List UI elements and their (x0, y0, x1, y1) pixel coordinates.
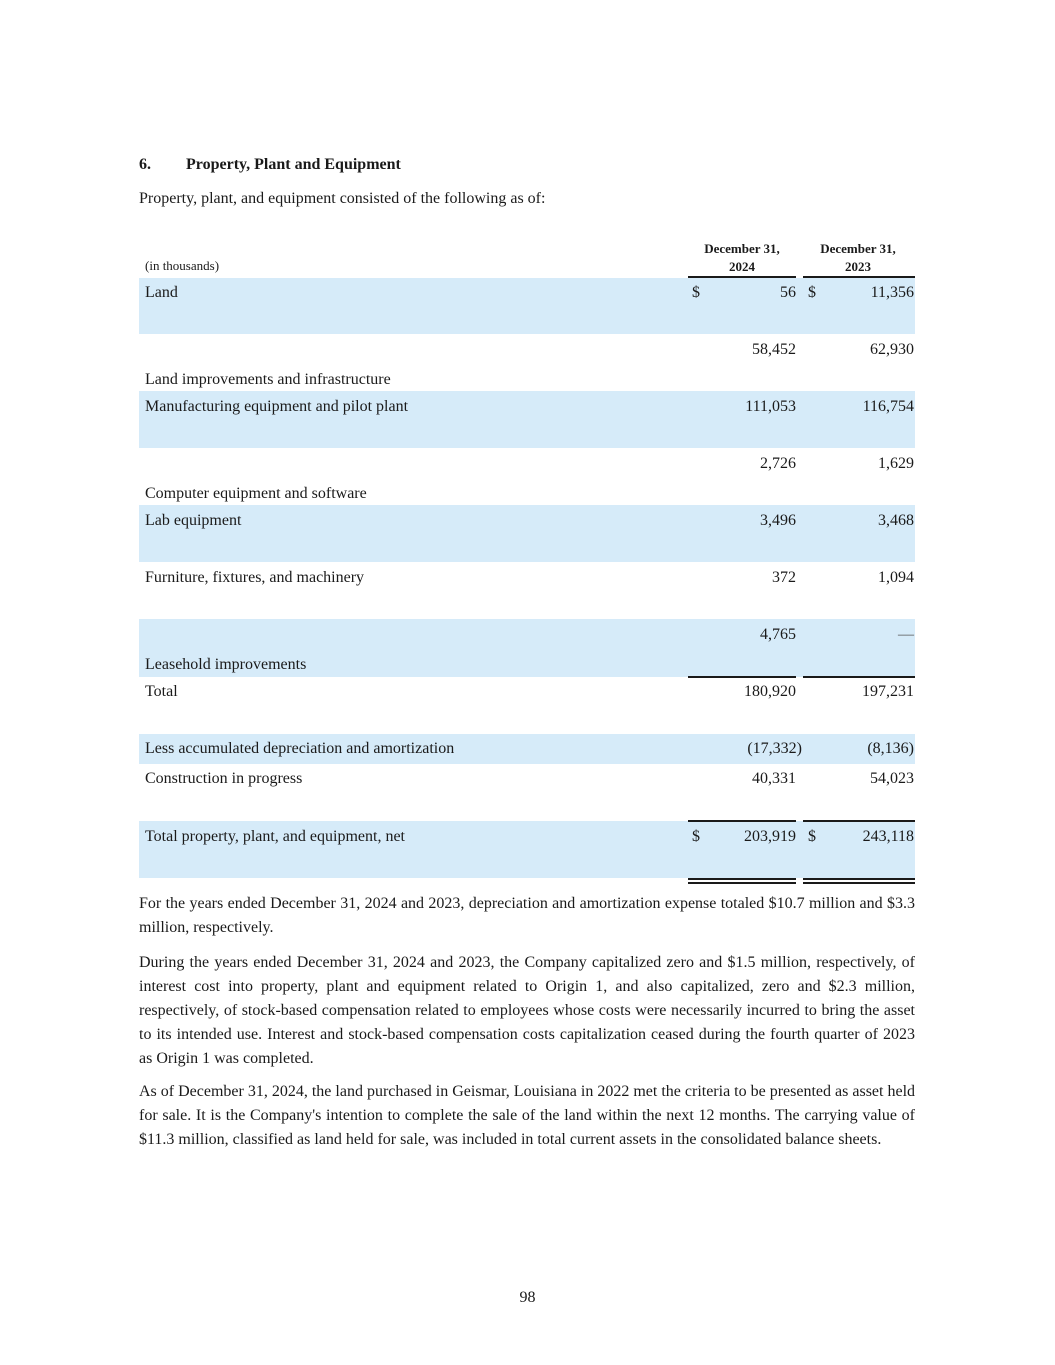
row-label: Leasehold improvements (145, 656, 307, 673)
value-2024: 2,726 (760, 455, 796, 472)
section-intro: Property, plant, and equipment consisted of the following as of: (139, 190, 546, 207)
value-2024: 58,452 (752, 341, 796, 358)
double-rule-2023-top (803, 878, 915, 880)
column-header-2023 (804, 240, 912, 276)
subtotal-rule-2024 (688, 676, 796, 678)
value-2024: 40,331 (752, 770, 796, 787)
row-label: Land (145, 284, 178, 301)
value-2024: 4,765 (760, 626, 796, 643)
column-header-2024 (688, 240, 796, 276)
value-2024: 203,919 (744, 828, 796, 845)
value-2024: 3,496 (760, 512, 796, 529)
column-header-2024-line2: 2024 (729, 259, 755, 274)
page-number: 98 (519, 1289, 536, 1306)
row-label: Computer equipment and software (145, 485, 367, 502)
value-2023: 1,629 (878, 455, 914, 472)
value-2023: 3,468 (878, 512, 914, 529)
section-title: Property, Plant and Equipment (186, 156, 401, 173)
value-2023: 62,930 (870, 341, 914, 358)
row-band (139, 278, 915, 334)
total-rule-2023 (803, 820, 915, 822)
total-rule-2024 (688, 820, 796, 822)
section-heading (139, 156, 401, 174)
double-rule-2024-bottom (688, 882, 796, 884)
row-label: Lab equipment (145, 512, 242, 529)
value-2023: 11,356 (870, 284, 914, 301)
double-rule-2023-bottom (803, 882, 915, 884)
currency-symbol: $ (808, 828, 816, 845)
row-label: Less accumulated depreciation and amortization (145, 740, 455, 757)
value-2024: 180,920 (744, 683, 796, 700)
column-header-2024-line1: December 31, (704, 241, 780, 256)
value-2023: 54,023 (870, 770, 914, 787)
row-label: Total property, plant, and equipment, net (145, 828, 405, 845)
currency-symbol: $ (808, 284, 816, 301)
value-2023: 116,754 (862, 398, 914, 415)
value-2024: 56 (780, 284, 796, 301)
double-rule-2024-top (688, 878, 796, 880)
value-2024: 372 (772, 569, 796, 586)
value-2023: 243,118 (862, 828, 914, 845)
paragraph-capitalization: During the years ended December 31, 2024 and 2023, the Company capitalized zero and $1.5 million, respectively, of interest cost into property, plant and equipment related to Origin 1, and also capitalized, zero and $2.3 million, respectively, of stock-based compensation related to employees whose costs were necessarily incurred to bring the asset to its intended use. Interest and stock-based compensation costs capitalization ceased during the fourth quarter of 2023 as Origin 1 was completed. (139, 954, 915, 1067)
section-number: 6. (139, 156, 151, 173)
row-label: Construction in progress (145, 770, 303, 787)
subtotal-rule-2023 (803, 676, 915, 678)
value-2023: 197,231 (862, 683, 914, 700)
column-header-2023-line1: December 31, (820, 241, 896, 256)
units-label: (in thousands) (145, 258, 220, 273)
row-label: Manufacturing equipment and pilot plant (145, 398, 409, 415)
value-2023: (8,136) (867, 740, 914, 757)
currency-symbol: $ (692, 828, 700, 845)
row-label: Furniture, fixtures, and machinery (145, 569, 365, 586)
paragraph-land-held-for-sale: As of December 31, 2024, the land purchased in Geismar, Louisiana in 2022 met the criteria to be presented as asset held for sale. It is the Company's intention to complete the sale of the land within the next 12 months. The carrying value of $11.3 million, classified as land held for sale, was included in total current assets in the consolidated balance sheets. (139, 1083, 916, 1148)
column-header-2023-line2: 2023 (845, 259, 871, 274)
paragraph-depreciation: For the years ended December 31, 2024 and 2023, depreciation and amortization expense totaled $10.7 million and $3.3 million, respectively. (139, 895, 915, 936)
row-label: Land improvements and infrastructure (145, 371, 391, 388)
currency-symbol: $ (692, 284, 700, 301)
row-band (139, 505, 915, 562)
value-2023: — (898, 626, 914, 643)
row-label: Total (145, 683, 178, 700)
value-2024: 111,053 (745, 398, 796, 415)
value-2024: (17,332) (747, 740, 802, 757)
value-2023: 1,094 (878, 569, 914, 586)
